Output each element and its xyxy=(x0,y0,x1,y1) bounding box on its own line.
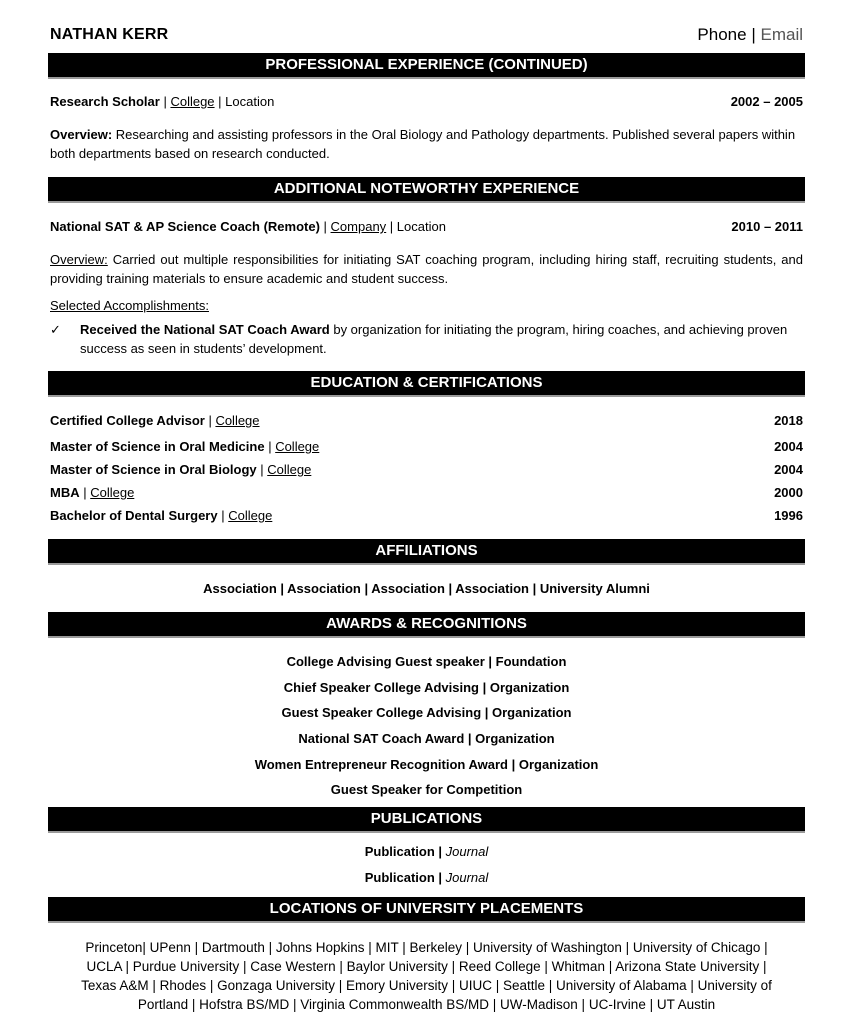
accomplishment-item xyxy=(50,320,803,358)
award-item: College Advising Guest speaker | Foundation xyxy=(286,654,567,669)
publication-item: Publication | Journal xyxy=(364,870,489,885)
award-item: Women Entrepreneur Recognition Award | Organization xyxy=(254,757,599,772)
education-row: MBA | College 2000 xyxy=(50,485,803,500)
accomplishment-rest: by organization for initiating the program, hiring coaches, and achieving proven success as seen in students’ development. xyxy=(80,322,788,356)
locations-line: Texas A&M | Rhodes | Gonzaga University | Emory University | UIUC | Seattle | University of Alabama | University of xyxy=(81,978,772,993)
degree: Certified College Advisor xyxy=(50,413,205,428)
school: College xyxy=(267,462,312,477)
candidate-name: NATHAN KERR xyxy=(50,26,169,43)
job-sat-coach: National SAT & AP Science Coach (Remote) | Company | Location 2010 – 2011 xyxy=(50,219,803,234)
school: College xyxy=(275,439,320,454)
section-awards: AWARDS & RECOGNITIONS xyxy=(48,612,805,638)
degree: Master of Science in Oral Biology xyxy=(50,462,257,477)
year: 2018 xyxy=(774,413,803,428)
year: 2004 xyxy=(774,462,803,477)
section-additional-experience: ADDITIONAL NOTEWORTHY EXPERIENCE xyxy=(48,177,805,203)
job-location: Location xyxy=(396,219,446,234)
school: College xyxy=(228,508,273,523)
locations-line: Princeton| UPenn | Dartmouth | Johns Hopkins | MIT | Berkeley | University of Washington | University of Chicago | xyxy=(85,940,768,955)
degree: MBA xyxy=(50,485,80,500)
section-education: EDUCATION & CERTIFICATIONS xyxy=(48,371,805,397)
checkmark-icon: ✓ xyxy=(50,322,61,337)
section-affiliations: AFFILIATIONS xyxy=(48,539,805,565)
contact-info xyxy=(697,25,803,45)
degree: Master of Science in Oral Medicine xyxy=(50,439,265,454)
school: College xyxy=(90,485,135,500)
award-item: Chief Speaker College Advising | Organization xyxy=(283,680,570,695)
section-publications: PUBLICATIONS xyxy=(48,807,805,833)
school: College xyxy=(215,413,260,428)
accomplishments-label xyxy=(50,296,803,315)
award-item: Guest Speaker for Competition xyxy=(330,782,523,797)
job-dates: 2010 – 2011 xyxy=(731,219,803,234)
overview-label: Overview: xyxy=(50,252,108,267)
year: 1996 xyxy=(774,508,803,523)
job-title: National SAT & AP Science Coach (Remote) xyxy=(50,219,320,234)
accomplishments-heading: Selected Accomplishments: xyxy=(50,298,209,313)
publication-title: Publication xyxy=(364,870,435,885)
degree: Bachelor of Dental Surgery xyxy=(50,508,218,523)
overview-label: Overview: xyxy=(50,127,113,142)
job-overview xyxy=(50,250,803,288)
education-row: Master of Science in Oral Biology | College 2004 xyxy=(50,462,803,477)
phone-label: Phone xyxy=(697,25,747,44)
section-professional-experience: PROFESSIONAL EXPERIENCE (CONTINUED) xyxy=(48,53,805,79)
award-item: National SAT Coach Award | Organization xyxy=(298,731,555,746)
award-item: Guest Speaker College Advising | Organization xyxy=(281,705,572,720)
job-title: Research Scholar xyxy=(50,94,160,109)
job-research-scholar: Research Scholar | College | Location 2002 – 2005 xyxy=(50,94,803,109)
accomplishment-bold: Received the National SAT Coach Award xyxy=(80,322,330,337)
year: 2004 xyxy=(774,439,803,454)
job-org: Company xyxy=(330,219,387,234)
publication-journal: Journal xyxy=(445,870,489,885)
education-row: Bachelor of Dental Surgery | College 1996 xyxy=(50,508,803,523)
publication-journal: Journal xyxy=(445,844,489,859)
year: 2000 xyxy=(774,485,803,500)
contact-separator: | xyxy=(751,25,756,44)
affiliations-list: Association | Association | Association | Association | University Alumni xyxy=(203,581,650,596)
email-label: Email xyxy=(760,25,803,44)
overview-text: Researching and assisting professors in the Oral Biology and Pathology departments. Published several papers within both departments based on research conducted. xyxy=(50,127,796,161)
job-overview xyxy=(50,125,803,163)
locations-line: Portland | Hofstra BS/MD | Virginia Commonwealth BS/MD | UW-Madison | UC-Irvine | UT Austin xyxy=(137,997,716,1012)
publication-item: Publication | Journal xyxy=(364,844,489,859)
job-org: College xyxy=(170,94,215,109)
education-row: Master of Science in Oral Medicine | College 2004 xyxy=(50,439,803,454)
job-location: Location xyxy=(225,94,275,109)
overview-text: Carried out multiple responsibilities for initiating SAT coaching program, including hiring staff, recruiting students, and providing training materials to ensure academic and student success. xyxy=(50,252,803,286)
accomplishment-text xyxy=(80,320,803,358)
education-row: Certified College Advisor | College 2018 xyxy=(50,413,803,428)
job-dates: 2002 – 2005 xyxy=(730,94,803,109)
publication-title: Publication xyxy=(364,844,435,859)
section-locations: LOCATIONS OF UNIVERSITY PLACEMENTS xyxy=(48,897,805,923)
locations-line: UCLA | Purdue University | Case Western | Baylor University | Reed College | Whitman | Arizona State University | xyxy=(86,959,767,974)
